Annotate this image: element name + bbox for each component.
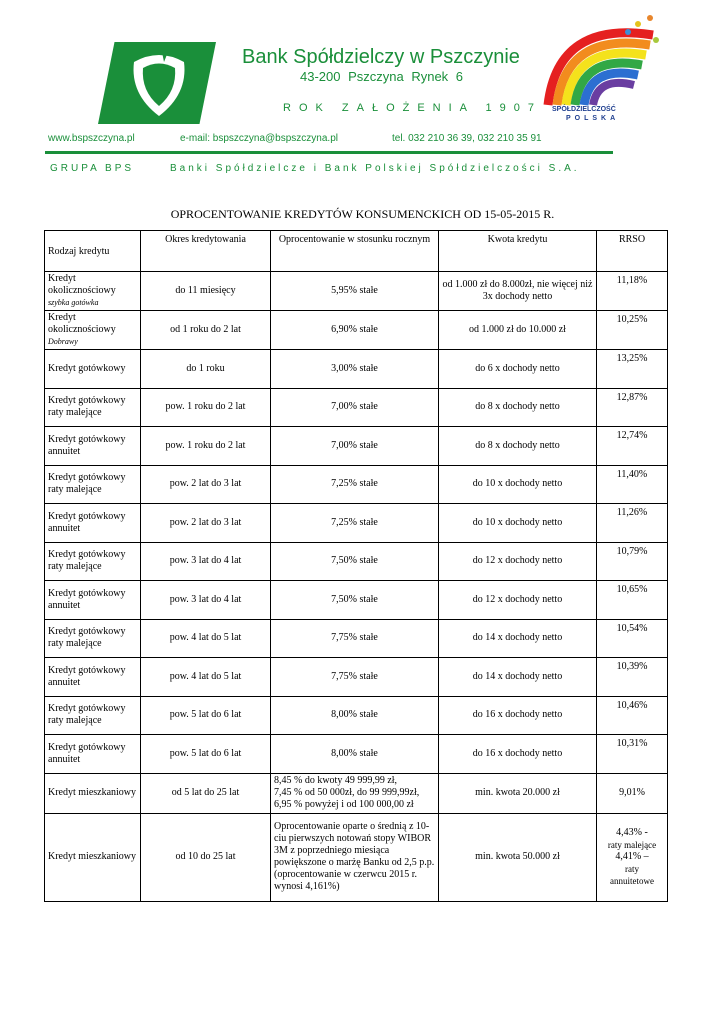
- cell-period: [141, 658, 271, 697]
- cell-kind: [45, 542, 141, 581]
- cell-rrso: [597, 658, 668, 697]
- cell-kind: [45, 427, 141, 466]
- table-row: [45, 427, 668, 466]
- rrso-line: annuitetowe: [610, 876, 654, 886]
- cell-rrso-text: 10,31%: [616, 738, 648, 749]
- cell-rrso: [597, 388, 668, 427]
- table-row: [45, 735, 668, 774]
- cell-rrso: 9,01%: [597, 773, 668, 813]
- cell-period: [141, 388, 271, 427]
- cell-kind-text: Kredyt okolicznościowy: [48, 273, 116, 296]
- cell-amount-text: do 12 x dochody netto: [472, 593, 563, 605]
- cell-period-text: pow. 2 lat do 3 lat: [169, 478, 242, 490]
- cell-amount: [439, 504, 597, 543]
- cell-period-text: od 1 roku do 2 lat: [170, 324, 241, 335]
- cell-rate: [271, 504, 439, 543]
- cell-amount-text: od 1.000 zł do 8.000zł, nie więcej niż 3x dochody netto: [442, 279, 593, 302]
- cell-rrso: [597, 465, 668, 504]
- cell-kind: Kredyt mieszkaniowy: [45, 773, 141, 813]
- cell-amount: [439, 696, 597, 735]
- cell-rate-text: 7,25% stałe: [331, 516, 378, 528]
- cell-kind: [45, 388, 141, 427]
- cell-rrso-text: 10,25%: [616, 314, 648, 325]
- cell-amount: min. kwota 20.000 zł: [439, 773, 597, 813]
- table-row: [45, 311, 668, 350]
- header-rate: Oprocentowanie w stosunku rocznym: [271, 231, 439, 272]
- cell-kind: [45, 311, 141, 350]
- cell-rate-text: 7,50% stałe: [331, 593, 378, 605]
- header-kind: Rodzaj kredytu: [45, 231, 141, 272]
- cell-rate: [271, 311, 439, 350]
- cell-rate-text: 7,75% stałe: [331, 632, 378, 644]
- cell-rate: [271, 735, 439, 774]
- cell-kind-note: Dobrawy: [48, 337, 78, 346]
- table-row: [45, 619, 668, 658]
- cell-rrso: [597, 311, 668, 350]
- cell-amount: [439, 465, 597, 504]
- cell-rate: [271, 696, 439, 735]
- cell-period: [141, 696, 271, 735]
- cell-kind-text: Kredyt gotówkowy annuitet: [48, 587, 126, 611]
- header-period: Okres kredytowania: [141, 231, 271, 272]
- cell-rate: [271, 581, 439, 620]
- cell-amount-text: do 8 x dochody netto: [475, 439, 560, 451]
- table-row: [45, 350, 668, 389]
- cell-rrso-text: 12,87%: [616, 391, 648, 403]
- rainbow-logo-icon: [538, 10, 668, 110]
- cell-kind-text: Kredyt gotówkowy annuitet: [48, 433, 126, 457]
- cell-rate-text: 6,90% stałe: [331, 324, 378, 335]
- cell-rrso-text: 11,18%: [616, 275, 648, 286]
- table-row: [45, 272, 668, 311]
- cell-rate: [271, 272, 439, 311]
- cell-period-text: pow. 3 lat do 4 lat: [169, 555, 242, 567]
- polska-logo-text: POLSKA: [566, 115, 620, 122]
- cell-amount: [439, 581, 597, 620]
- cell-rate-text: 7,00% stałe: [331, 439, 378, 451]
- table-row: [45, 388, 668, 427]
- page-title: OPROCENTOWANIE KREDYTÓW KONSUMENCKICH OD 15-05-2015 R.: [170, 207, 555, 221]
- cell-rate-text: 5,95% stałe: [331, 285, 378, 296]
- group-text: Banki Spółdzielcze i Bank Polskiej Spółdzielczości S.A.: [170, 163, 580, 174]
- cell-rate: Oprocentowanie oparte o średnią z 10-ciu pierwszych notowań stopy WIBOR 3M z poprzedniego miesiąca powiększone o marżę Banku od 2,5 p.p. (oprocentowanie w czerwcu 2015 r. wynosi 4,161%): [271, 813, 439, 901]
- cell-amount-text: do 6 x dochody netto: [475, 362, 560, 374]
- cell-kind-text: Kredyt gotówkowy annuitet: [48, 664, 126, 688]
- rate-line: 8,45 % do kwoty 49 999,99 zł,: [274, 775, 398, 786]
- cell-amount: min. kwota 50.000 zł: [439, 813, 597, 901]
- table-row: [45, 504, 668, 543]
- rrso-line: 4,41% –: [615, 851, 649, 862]
- cell-period: [141, 427, 271, 466]
- cell-period: [141, 465, 271, 504]
- cell-amount: [439, 311, 597, 350]
- cell-rate-text: 3,00% stałe: [331, 362, 378, 374]
- cell-kind: Kredyt mieszkaniowy: [45, 813, 141, 901]
- cell-kind: [45, 504, 141, 543]
- cell-amount-text: do 16 x dochody netto: [472, 747, 563, 759]
- spoldzielczosc-logo-text: SPÓŁDZIELCZOŚĆ: [552, 106, 616, 113]
- cell-amount-text: do 8 x dochody netto: [475, 401, 560, 413]
- cell-amount-text: do 16 x dochody netto: [472, 709, 563, 721]
- header-amount: Kwota kredytu: [439, 231, 597, 272]
- cell-rrso: [597, 504, 668, 543]
- cell-rate-text: 7,25% stałe: [331, 478, 378, 490]
- cell-rate-text: 7,50% stałe: [331, 555, 378, 567]
- cell-kind: [45, 581, 141, 620]
- cell-kind-text: Kredyt gotówkowy raty malejące: [48, 549, 126, 573]
- cell-period-text: pow. 5 lat do 6 lat: [169, 709, 242, 721]
- cell-rate: [271, 350, 439, 389]
- group-label: GRUPA BPS: [50, 163, 135, 174]
- cell-period-text: pow. 2 lat do 3 lat: [169, 516, 242, 528]
- cell-rrso: [597, 542, 668, 581]
- rrso-line: raty malejące: [607, 840, 657, 850]
- cell-period: [141, 619, 271, 658]
- cell-period-text: do 11 miesięcy: [175, 285, 236, 296]
- cell-amount: [439, 658, 597, 697]
- table-header-row: [45, 231, 668, 272]
- cell-amount-text: od 1.000 zł do 10.000 zł: [469, 324, 566, 335]
- cell-rrso-text: 11,26%: [616, 507, 648, 518]
- cell-rate: [271, 619, 439, 658]
- cell-period: [141, 350, 271, 389]
- cell-kind-text: Kredyt gotówkowy annuitet: [48, 741, 126, 765]
- cell-period: [141, 272, 271, 311]
- cell-rrso: [597, 581, 668, 620]
- loan-rates-table: [44, 230, 668, 902]
- cell-period: od 10 do 25 lat: [141, 813, 271, 901]
- cell-kind-text: Kredyt okolicznościowy: [48, 312, 116, 335]
- cell-rrso-text: 10,54%: [616, 622, 648, 634]
- cell-period-text: pow. 4 lat do 5 lat: [169, 670, 242, 682]
- cell-rrso-text: 12,74%: [616, 430, 648, 441]
- cell-rrso-text: 10,46%: [616, 699, 648, 711]
- website-link[interactable]: www.bspszczyna.pl: [48, 133, 135, 144]
- rrso-line: raty: [625, 864, 639, 874]
- cell-rrso: [597, 735, 668, 774]
- table-row: [45, 658, 668, 697]
- cell-rrso: [597, 696, 668, 735]
- cell-period-text: pow. 1 roku do 2 lat: [165, 401, 246, 413]
- cell-rrso: [597, 427, 668, 466]
- bank-name: Bank Spółdzielczy w Pszczynie: [242, 46, 520, 68]
- email-link[interactable]: e-mail: bspszczyna@bspszczyna.pl: [180, 133, 338, 144]
- phone-text: tel. 032 210 36 39, 032 210 35 91: [392, 133, 542, 144]
- cell-period: [141, 735, 271, 774]
- cell-period-text: pow. 4 lat do 5 lat: [169, 632, 242, 644]
- cell-amount: [439, 272, 597, 311]
- cell-rrso: [597, 350, 668, 389]
- cell-rate: [271, 773, 439, 813]
- table-row: [45, 465, 668, 504]
- cell-kind: [45, 465, 141, 504]
- cell-period: [141, 542, 271, 581]
- cell-kind: [45, 350, 141, 389]
- cell-amount: [439, 427, 597, 466]
- cell-kind-text: Kredyt gotówkowy raty malejące: [48, 703, 126, 727]
- cell-amount: [439, 619, 597, 658]
- cell-rate: [271, 542, 439, 581]
- cell-amount-text: do 12 x dochody netto: [472, 555, 563, 567]
- cell-kind: [45, 619, 141, 658]
- table-row: [45, 773, 668, 813]
- cell-rate-text: 7,00% stałe: [331, 401, 378, 413]
- cell-kind-text: Kredyt gotówkowy raty malejące: [48, 395, 126, 419]
- cell-kind-text: Kredyt gotówkowy raty malejące: [48, 626, 126, 650]
- cell-kind: [45, 735, 141, 774]
- cell-period-text: pow. 3 lat do 4 lat: [169, 593, 242, 605]
- cell-period: [141, 311, 271, 350]
- table-row: [45, 696, 668, 735]
- cell-amount-text: do 10 x dochody netto: [472, 516, 563, 528]
- cell-rate: [271, 658, 439, 697]
- cell-period: od 5 lat do 25 lat: [141, 773, 271, 813]
- cell-amount: [439, 542, 597, 581]
- cell-kind: [45, 272, 141, 311]
- cell-rate-text: 8,00% stałe: [331, 747, 378, 759]
- cell-rate: [271, 427, 439, 466]
- cell-rrso-text: 10,79%: [616, 545, 648, 557]
- cell-period: [141, 581, 271, 620]
- cell-period-text: do 1 roku: [186, 362, 225, 374]
- cell-rrso: [597, 619, 668, 658]
- cell-kind: [45, 696, 141, 735]
- cell-rrso-text: 10,39%: [616, 661, 648, 672]
- cell-period-text: pow. 1 roku do 2 lat: [165, 439, 246, 451]
- rrso-line: 4,43% -: [616, 827, 648, 838]
- cell-period: [141, 504, 271, 543]
- cell-kind-text: Kredyt gotówkowy annuitet: [48, 510, 126, 534]
- shield-logo-icon: [124, 48, 194, 120]
- header-rrso: RRSO: [597, 231, 668, 272]
- cell-kind: [45, 658, 141, 697]
- table-row: [45, 542, 668, 581]
- cell-rate: [271, 388, 439, 427]
- cell-rate: [271, 465, 439, 504]
- rate-line: 6,95 % powyżej i od 100 000,00 zł: [274, 799, 414, 810]
- cell-amount: [439, 735, 597, 774]
- cell-amount-text: do 14 x dochody netto: [472, 632, 563, 644]
- header-divider: [45, 151, 613, 154]
- cell-rrso: [597, 813, 668, 901]
- table-row: [45, 581, 668, 620]
- cell-period-text: pow. 5 lat do 6 lat: [169, 747, 242, 759]
- cell-rate-text: 7,75% stałe: [331, 670, 378, 682]
- cell-amount-text: do 10 x dochody netto: [472, 478, 563, 490]
- cell-kind-note: szybka gotówka: [48, 298, 99, 307]
- cell-amount: [439, 388, 597, 427]
- cell-kind-text: Kredyt gotówkowy: [48, 362, 126, 374]
- cell-rrso-text: 13,25%: [616, 353, 648, 364]
- founded-year: ROK ZAŁOŻENIA 1907: [283, 102, 542, 114]
- cell-rrso-text: 11,40%: [616, 468, 648, 480]
- cell-rrso: [597, 272, 668, 311]
- cell-kind-text: Kredyt gotówkowy raty malejące: [48, 472, 126, 496]
- cell-amount-text: do 14 x dochody netto: [472, 670, 563, 682]
- cell-rate-text: 8,00% stałe: [331, 709, 378, 721]
- cell-amount: [439, 350, 597, 389]
- rate-line: 7,45 % od 50 000zł, do 99 999,99zł,: [274, 787, 420, 798]
- table-row: [45, 813, 668, 901]
- cell-rrso-text: 10,65%: [616, 584, 648, 595]
- bank-address: 43-200 Pszczyna Rynek 6: [300, 69, 464, 84]
